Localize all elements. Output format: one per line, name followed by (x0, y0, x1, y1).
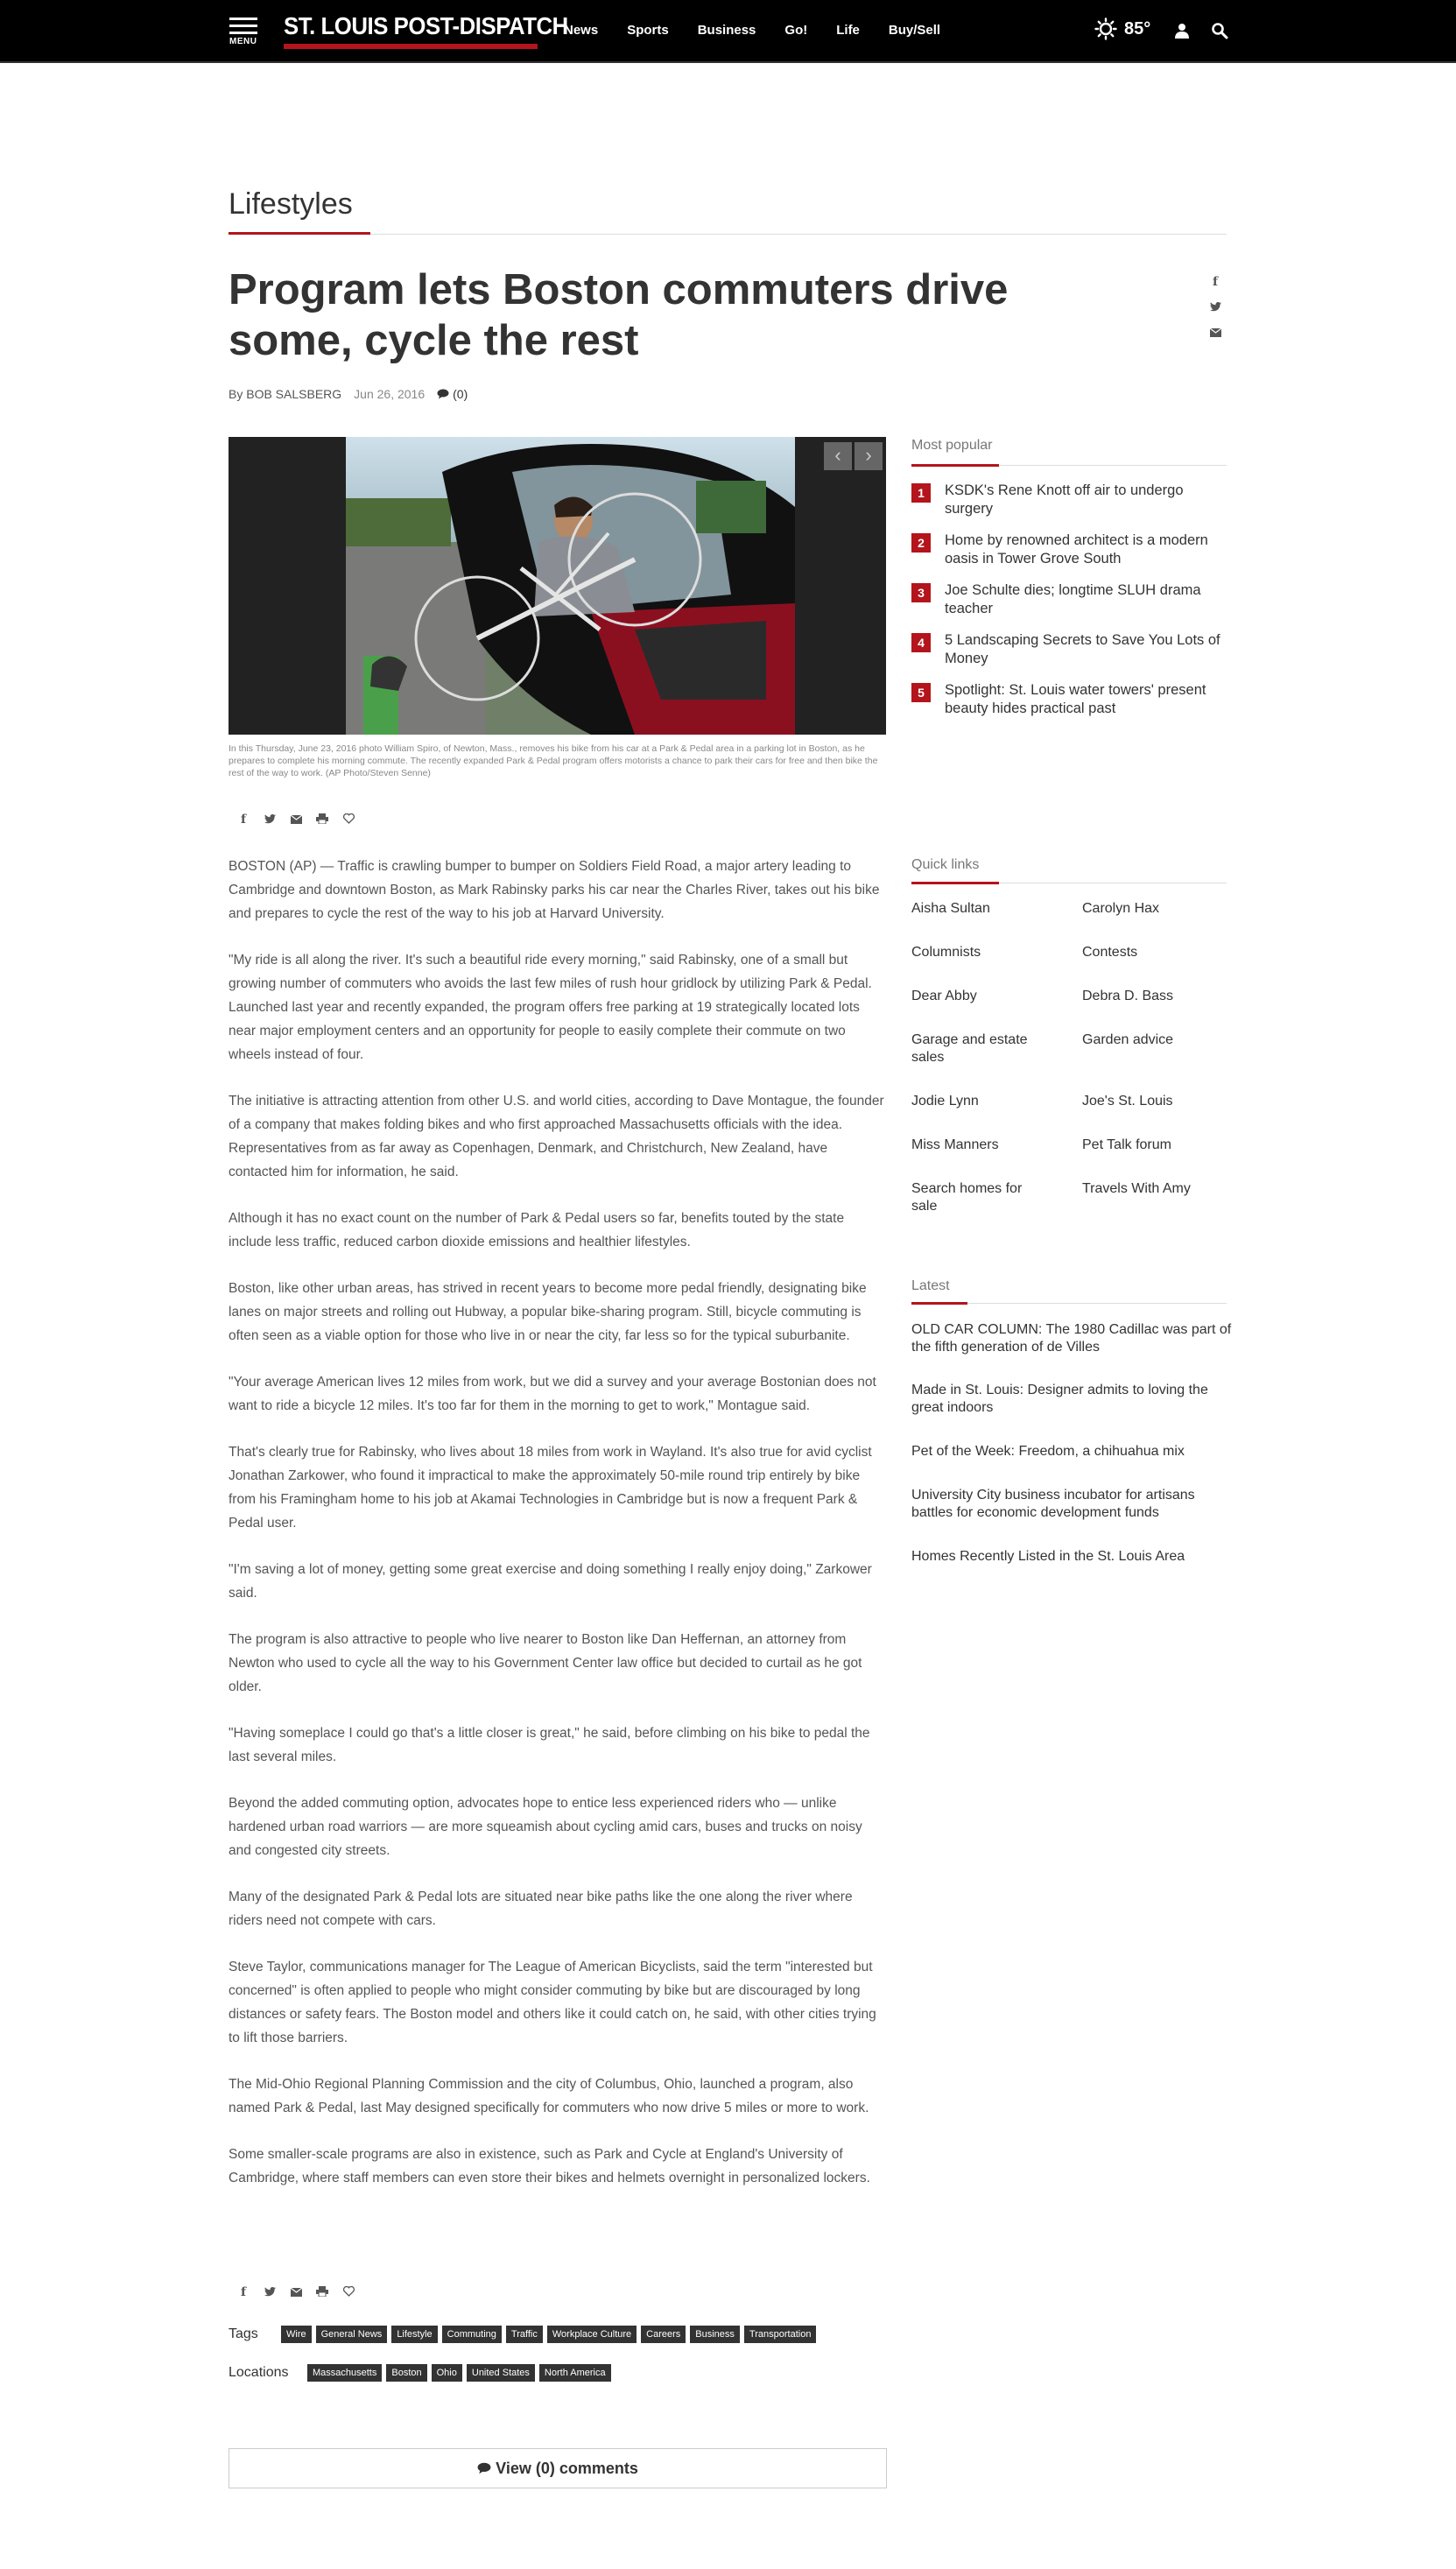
article-paragraph: BOSTON (AP) — Traffic is crawling bumper to bumper on Soldiers Field Road, a major artery leading to Cambridge and downtown Boston, as Mark Rabinsky parks his car near the Charles River, takes out his bike and prepares to cycle the rest of the way to his job at Harvard University. (229, 859, 880, 921)
nav-link-buy-sell[interactable]: Buy/Sell (888, 23, 941, 38)
tag[interactable]: Transportation (744, 2326, 817, 2343)
email-icon[interactable] (289, 813, 303, 827)
hamburger-icon (229, 18, 257, 20)
photo-gallery (229, 437, 886, 735)
quick-link[interactable]: Debra D. Bass (1082, 989, 1174, 1003)
tag[interactable]: Lifestyle (391, 2326, 437, 2343)
article-paragraph: That's clearly true for Rabinsky, who lives about 18 miles from work in Wayland. It's also true for avid cyclist Jonathan Zarkower, who found it impractical to make the approximately 50-mile round trip entirely by bike from his Framingham home to his job at Akamai Technologies in Cambridge but is now a frequent Park & Pedal user. (229, 1445, 872, 1531)
most-popular-heading: Most popular (911, 438, 993, 453)
twitter-icon[interactable] (263, 813, 277, 827)
quick-link[interactable]: Contests (1082, 945, 1138, 960)
quick-link[interactable]: Jodie Lynn (911, 1094, 979, 1109)
section-divider (229, 234, 1227, 235)
article-paragraph: Beyond the added commuting option, advocates hope to entice less experienced riders who — unlike hardened urban road warriors — are more squeamish about cycling amid cars, buses and trucks on noisy and congested city streets. (229, 1796, 862, 1858)
latest-item[interactable]: OLD CAR COLUMN: The 1980 Cadillac was part of the fifth generation of de Villes (911, 1322, 1232, 1355)
popular-title[interactable]: 5 Landscaping Secrets to Save You Lots of Money (945, 632, 1220, 666)
share-toolbar-top (236, 813, 355, 827)
article-paragraph: The initiative is attracting attention from other U.S. and world cities, according to Dave Montague, the founder of a company that makes folding bikes and who first approached Massachusetts officials with the idea. Representatives from as far away as Copenhagen, Denmark, and Christchurch, New Zealand, have contacted him for information, he said. (229, 1094, 884, 1179)
popular-item[interactable] (911, 631, 1227, 668)
popular-rank: 2 (911, 533, 931, 553)
article-paragraph: Although it has no exact count on the number of Park & Pedal users so far, benefits touted by the state include less traffic, reduced carbon dioxide emissions and healthier lifestyles. (229, 1211, 845, 1249)
article-paragraph: "Your average American lives 12 miles from work, but we did a survey and your average Bostonian does not want to ride a bicycle 12 miles. It's too far for them in the morning to get to work," Montague said. (229, 1375, 876, 1413)
tag[interactable]: Commuting (442, 2326, 502, 2343)
locations-label: Locations (229, 2365, 289, 2380)
print-icon[interactable] (315, 813, 329, 827)
tags-label: Tags (229, 2326, 258, 2341)
quick-link[interactable]: Joe's St. Louis (1082, 1094, 1173, 1109)
article-paragraph: Steve Taylor, communications manager for The League of American Bicyclists, said the term "interested but concerned" is often applied to people who might consider commuting by bike but are discouraged by long distances or safety fears. The Boston model and others like it could catch on, he said, with other cities trying to lift those barriers. (229, 1960, 876, 2045)
tag[interactable]: Traffic (506, 2326, 543, 2343)
view-comments-label: View (0) comments (496, 2460, 638, 2477)
comment-icon (437, 389, 449, 399)
user-icon[interactable] (1173, 22, 1191, 39)
location-tag[interactable]: Boston (386, 2364, 426, 2382)
location-tag[interactable]: North America (539, 2364, 611, 2382)
email-icon[interactable] (1206, 326, 1224, 351)
sidebar-underline (911, 464, 999, 467)
location-tag[interactable]: Massachusetts (307, 2364, 382, 2382)
publish-date: Jun 26, 2016 (354, 387, 426, 401)
section-label[interactable]: Lifestyles (229, 187, 353, 221)
quick-link[interactable]: Carolyn Hax (1082, 901, 1160, 916)
nav-link-life[interactable]: Life (836, 23, 860, 38)
section-underline (229, 232, 370, 235)
locations-row (229, 2364, 615, 2382)
tag[interactable]: General News (316, 2326, 388, 2343)
article-paragraph: Many of the designated Park & Pedal lots are situated near bike paths like the one along the river where riders need not compete with cars. (229, 1890, 853, 1928)
popular-item[interactable] (911, 531, 1227, 568)
sidebar-underline (911, 882, 999, 884)
tag[interactable]: Business (690, 2326, 740, 2343)
article-paragraph: "Having someplace I could go that's a little closer is great," he said, before climbing on his bike to pedal the last several miles. (229, 1726, 870, 1764)
tag[interactable]: Careers (641, 2326, 686, 2343)
nav-link-news[interactable]: News (564, 23, 599, 38)
popular-title[interactable]: Joe Schulte dies; longtime SLUH drama teacher (945, 582, 1201, 616)
tags-row (229, 2326, 820, 2343)
quick-link[interactable]: Miss Manners (911, 1137, 999, 1152)
article-paragraph: "I'm saving a lot of money, getting some great exercise and doing something I really enjoy doing," Zarkower said. (229, 1562, 872, 1601)
quick-link[interactable]: Pet Talk forum (1082, 1137, 1171, 1152)
facebook-icon[interactable]: f (1212, 275, 1219, 289)
gallery-prev-button[interactable]: ‹ (824, 442, 852, 470)
latest-item[interactable]: Pet of the Week: Freedom, a chihuahua mix (911, 1444, 1185, 1459)
weather-widget[interactable] (1094, 18, 1150, 40)
tag[interactable]: Workplace Culture (547, 2326, 637, 2343)
share-sidebar (1206, 275, 1224, 351)
nav-link-go[interactable]: Go! (784, 23, 808, 38)
author[interactable]: By BOB SALSBERG (229, 387, 342, 401)
quick-links-heading: Quick links (911, 857, 980, 872)
comment-icon (477, 2462, 491, 2474)
nav-link-sports[interactable]: Sports (627, 23, 669, 38)
popular-rank: 5 (911, 683, 931, 702)
quick-link[interactable]: Columnists (911, 945, 981, 960)
logo-underline (284, 44, 538, 49)
quick-link[interactable]: Aisha Sultan (911, 901, 990, 916)
top-navigation-bar (0, 0, 1456, 63)
popular-rank: 4 (911, 633, 931, 652)
share-toolbar-bottom (236, 2285, 355, 2299)
location-tag[interactable]: United States (467, 2364, 535, 2382)
quick-link[interactable]: Dear Abby (911, 989, 977, 1003)
twitter-icon[interactable] (1206, 300, 1224, 326)
heart-icon[interactable] (341, 2285, 355, 2299)
popular-rank: 1 (911, 483, 931, 503)
print-icon[interactable] (315, 2285, 329, 2299)
search-icon[interactable] (1211, 22, 1228, 39)
article-paragraph: Some smaller-scale programs are also in existence, such as Park and Cycle at England's University of Cambridge, where staff members can even store their bikes and helmets overnight in personalized lockers. (229, 2147, 870, 2185)
article-paragraph: "My ride is all along the river. It's such a beautiful ride every morning," said Rabinsky, one of a small but growing number of commuters who avoids the last few miles of rush hour gridlock by utilizing Park & Pedal. Launched last year and recently expanded, the program offers free parking at 19 strategically located lots near major employment centers and an opportunity for people to easily complete their commute on two wheels instead of four. (229, 953, 872, 1062)
photo-caption: In this Thursday, June 23, 2016 photo William Spiro, of Newton, Mass., removes his bike from his car at a Park & Pedal area in a parking lot in Boston, as he prepares to complete his morning commute. The recently expanded Park & Pedal program offers motorists a chance to park their cars for free and then bike the rest of the way to work. (AP Photo/Steven Senne) (229, 743, 878, 778)
site-logo[interactable]: ST. LOUIS POST-DISPATCH (284, 12, 568, 39)
popular-title[interactable]: Spotlight: St. Louis water towers' present beauty hides practical past (945, 682, 1206, 716)
gallery-next-button[interactable]: › (855, 442, 883, 470)
article-body (229, 855, 887, 2213)
twitter-icon[interactable] (263, 2285, 277, 2299)
hamburger-icon-bar (229, 32, 257, 34)
latest-item[interactable]: University City business incubator for artisans battles for economic development funds (911, 1488, 1195, 1520)
menu-label: MENU (229, 37, 257, 46)
facebook-icon[interactable]: f (240, 2285, 247, 2299)
heart-icon[interactable] (341, 813, 355, 827)
main-nav (564, 23, 969, 38)
quick-link[interactable]: Search homes for sale (911, 1181, 1023, 1214)
temperature: 85° (1124, 18, 1151, 39)
email-icon[interactable] (289, 2285, 303, 2299)
location-tag[interactable]: Ohio (432, 2364, 462, 2382)
article-paragraph: The program is also attractive to people who live nearer to Boston like Dan Heffernan, an attorney from Newton who used to cycle all the way to his Government Center law office but decided to curtail as he got older. (229, 1632, 862, 1694)
latest-heading: Latest (911, 1278, 950, 1293)
popular-title[interactable]: Home by renowned architect is a modern oasis in Tower Grove South (945, 532, 1208, 567)
article-headline: Program lets Boston commuters drive some, cycle the rest (229, 266, 1009, 364)
comment-count: (0) (453, 387, 468, 401)
quick-link[interactable]: Garden advice (1082, 1032, 1174, 1047)
facebook-icon[interactable]: f (240, 813, 247, 827)
hamburger-icon-bar (229, 25, 257, 27)
article-paragraph: The Mid-Ohio Regional Planning Commission and the city of Columbus, Ohio, launched a program, also named Park & Pedal, last May designed specifically for commuters who now drive 5 miles or more to work. (229, 2077, 869, 2115)
sun-icon (1094, 18, 1117, 40)
latest-item[interactable]: Made in St. Louis: Designer admits to loving the great indoors (911, 1383, 1208, 1415)
view-comments-button[interactable] (229, 2448, 887, 2488)
byline (229, 387, 468, 401)
tag[interactable]: Wire (281, 2326, 312, 2343)
nav-link-business[interactable]: Business (697, 23, 756, 38)
comment-count-link[interactable] (437, 387, 468, 401)
article-paragraph: Boston, like other urban areas, has strived in recent years to become more pedal friendly, designating bike lanes on major streets and rolling out Hubway, a popular bike-sharing program. Still, bicycle commuting is often seen as a viable option for those who live in or near the city, far less so for the typical suburbanite. (229, 1281, 867, 1343)
quick-link[interactable]: Travels With Amy (1082, 1181, 1191, 1196)
popular-title[interactable]: KSDK's Rene Knott off air to undergo surgery (945, 482, 1184, 517)
popular-rank: 3 (911, 583, 931, 602)
latest-item[interactable]: Homes Recently Listed in the St. Louis Area (911, 1549, 1185, 1564)
article-photo[interactable] (346, 437, 795, 735)
menu-button[interactable] (229, 18, 259, 49)
sidebar-underline (911, 1302, 967, 1305)
quick-link[interactable]: Garage and estate sales (911, 1032, 1028, 1065)
popular-item[interactable] (911, 681, 1227, 718)
popular-item[interactable] (911, 581, 1227, 618)
popular-item[interactable] (911, 482, 1227, 518)
